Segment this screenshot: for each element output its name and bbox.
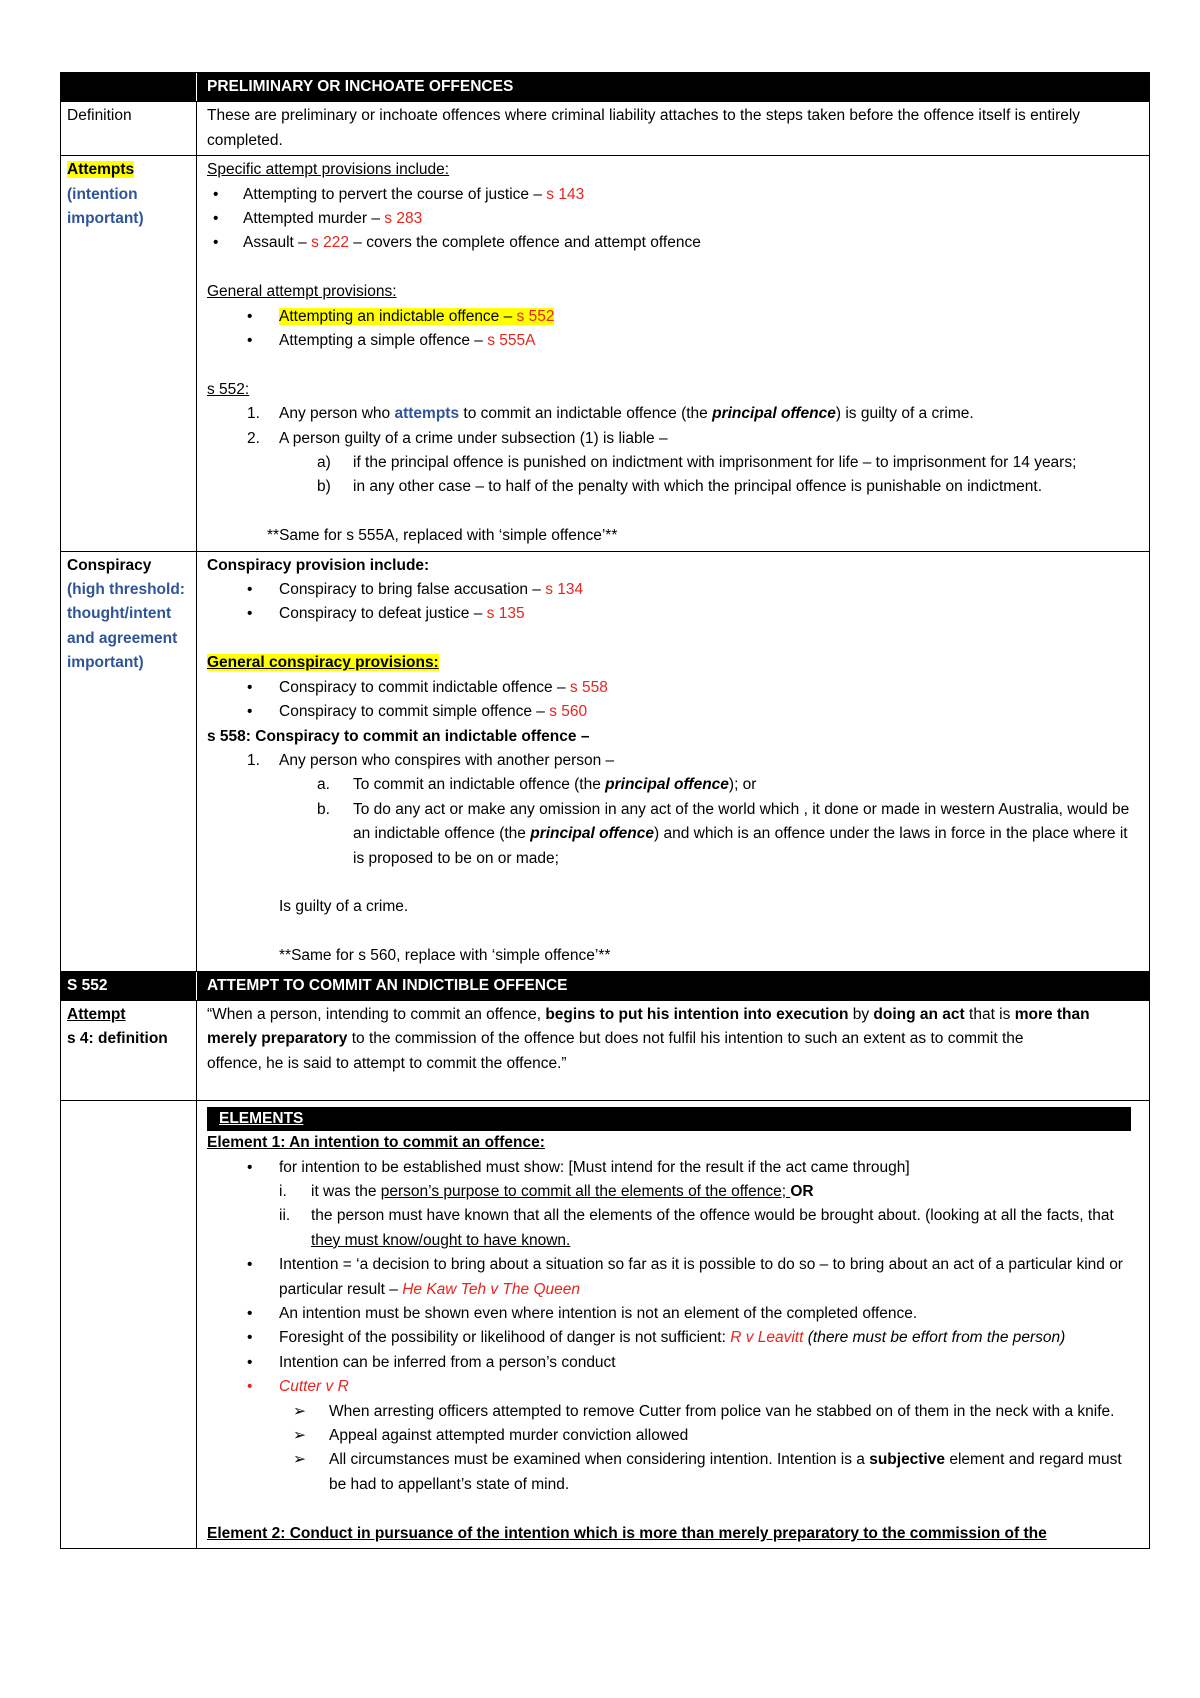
list-item: ➢ All circumstances must be examined when considering intention. Intention is a subjective element and regard must be had to appellant’s state of mind. <box>207 1448 1139 1497</box>
general-conspiracy-heading: General conspiracy provisions: <box>207 654 439 672</box>
header-title-cell <box>197 73 1149 101</box>
section-header-left: S 552 <box>67 976 108 994</box>
list-item: ➢ Appeal against attempted murder conviction allowed <box>207 1424 1139 1448</box>
list-item: 1. Any person who conspires with another person – <box>247 751 615 769</box>
list-item: • An intention must be shown even where intention is not an element of the completed offence. <box>247 1305 918 1322</box>
list-item: • Foresight of the possibility or likelihood of danger is not sufficient: R v Leavitt (there must be effort from the person) <box>247 1329 1066 1347</box>
list-item: ii. the person must have known that all the elements of the offence would be brought about. (looking at all the facts, that they must know/ought to have known. <box>279 1207 1114 1249</box>
elements-heading: ELEMENTS <box>219 1110 304 1128</box>
element1-list <box>207 1156 1139 1498</box>
list-item: • Conspiracy to commit simple offence – s 560 <box>247 703 588 721</box>
general-conspiracy-list <box>207 676 1139 725</box>
general-attempt-heading: General attempt provisions: <box>207 283 397 301</box>
section-header-title: ATTEMPT TO COMMIT AN INDICTIBLE OFFENCE <box>207 976 568 994</box>
list-item: • Cutter v R <box>247 1378 349 1396</box>
arrow-icon: ➢ <box>293 1451 306 1469</box>
list-item: • Attempting to pervert the course of justice – s 143 <box>213 185 585 203</box>
list-item: • for intention to be established must show: [Must intend for the result if the act came through] <box>247 1158 910 1176</box>
attempt-definition-quote-end: offence, he is said to attempt to commit the offence.” <box>207 1054 567 1072</box>
list-item: ➢ When arresting officers attempted to remove Cutter from police van he stabbed on of them in the neck with a knife. <box>207 1400 1139 1424</box>
conspiracy-provision-heading: Conspiracy provision include: <box>207 556 430 574</box>
conspiracy-row <box>61 552 1149 972</box>
list-item: • Intention can be inferred from a person’s conduct <box>247 1353 616 1371</box>
attempt-definition-quote: “When a person, intending to commit an offence, begins to put his intention into execution by doing an act that is more than merely preparatory to the commission of the offence but does not fulfil his intention to such an extent as to commit the <box>207 1005 1090 1048</box>
list-item: 2. A person guilty of a crime under subsection (1) is liable – <box>247 429 668 447</box>
conspiracy-note: (high threshold: thought/intent and agreement important) <box>67 581 185 672</box>
s560-note: **Same for s 560, replace with ‘simple offence’** <box>279 947 611 965</box>
header-left-cell <box>61 73 197 101</box>
list-item: • Assault – s 222 – covers the complete offence and attempt offence <box>213 234 701 252</box>
s558-list <box>207 749 1139 871</box>
element2-heading: Element 2: Conduct in pursuance of the intention which is more than merely preparatory to the commission of the <box>207 1524 1047 1542</box>
list-item: a. To commit an indictable offence (the principal offence); or <box>317 776 757 794</box>
attempt-label: Attempt <box>67 1005 126 1023</box>
list-item: • Attempting an indictable offence – s 552 <box>247 307 555 325</box>
page-title: PRELIMINARY OR INCHOATE OFFENCES <box>207 78 514 95</box>
element1-heading: Element 1: An intention to commit an offence: <box>207 1134 545 1152</box>
list-item: a) if the principal offence is punished on indictment with imprisonment for life – to imprisonment for 14 years; <box>317 454 1077 472</box>
arrow-icon: ➢ <box>293 1402 306 1420</box>
list-item: i. it was the person’s purpose to commit all the elements of the offence; OR <box>279 1182 814 1200</box>
list-item: • Attempted murder – s 283 <box>213 210 423 228</box>
s552-list <box>207 402 1139 500</box>
list-item: • Conspiracy to commit indictable offence – s 558 <box>247 678 608 696</box>
general-attempt-list <box>207 305 1139 354</box>
definition-row <box>61 102 1149 156</box>
definition-label: Definition <box>67 107 132 125</box>
s552-heading: s 552: <box>207 380 250 398</box>
conspiracy-label: Conspiracy <box>67 556 152 574</box>
guilty-text: Is guilty of a crime. <box>279 898 409 916</box>
specific-attempt-heading: Specific attempt provisions include: <box>207 161 450 179</box>
list-item: • Conspiracy to defeat justice – s 135 <box>247 605 525 623</box>
list-item: • Intention = ‘a decision to bring about a situation so far as it is possible to do so – to bring about an act of a particular kind or particular result – He Kaw Teh v The Queen <box>247 1256 1123 1298</box>
list-item: b. To do any act or make any omission in any act of the world which , it done or made in western Australia, would be an indictable offence (the principal offence) and which is an offence under the laws in force in the place where it is proposed to be on or made; <box>317 800 1130 867</box>
definition-text: These are preliminary or inchoate offences where criminal liability attaches to the steps taken before the offence itself is entirely completed. <box>207 107 1081 149</box>
attempts-row <box>61 156 1149 551</box>
s558-heading: s 558: Conspiracy to commit an indictable offence – <box>207 727 590 745</box>
specific-attempt-list <box>207 183 1139 256</box>
attempt-definition-row <box>61 1001 1149 1101</box>
header-row <box>61 73 1149 102</box>
list-item: • Attempting a simple offence – s 555A <box>247 332 536 350</box>
s555a-note: **Same for s 555A, replaced with ‘simple offence’** <box>267 527 618 545</box>
notes-table <box>60 72 1150 1549</box>
conspiracy-provision-list <box>207 578 1139 627</box>
list-item: 1. Any person who attempts to commit an indictable offence (the principal offence) is guilty of a crime. <box>247 405 974 423</box>
elements-row <box>61 1101 1149 1549</box>
arrow-icon: ➢ <box>293 1427 306 1445</box>
list-item: b) in any other case – to half of the penalty with which the principal offence is punishable on indictment. <box>317 478 1043 496</box>
attempt-sublabel: s 4: definition <box>67 1030 168 1048</box>
section-header-row <box>61 972 1149 1001</box>
list-item: • Conspiracy to bring false accusation – s 134 <box>247 581 584 599</box>
attempts-note: (intention important) <box>67 185 144 228</box>
attempts-label: Attempts <box>67 161 135 179</box>
